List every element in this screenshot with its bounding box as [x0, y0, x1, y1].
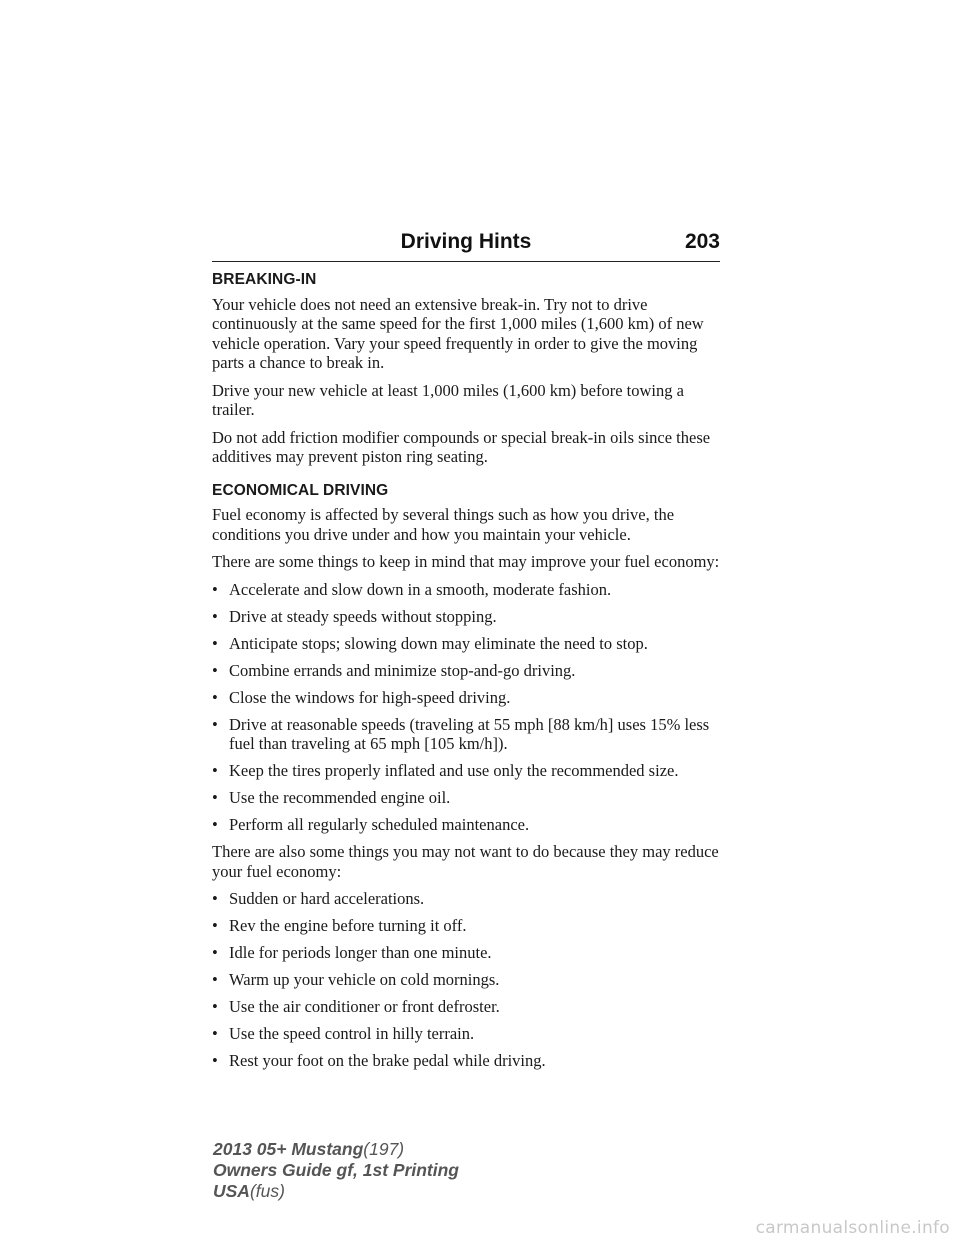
- list-item: [212, 580, 722, 600]
- bullet-icon: •: [212, 714, 218, 734]
- list-item: [212, 607, 722, 627]
- list-item-text: Sudden or hard accelerations.: [229, 889, 425, 908]
- list-item: [212, 715, 722, 754]
- paragraph: Fuel economy is affected by several things such as how you drive, the conditions you drive under and how you maintain your vehicle.: [212, 505, 675, 544]
- list-item-text: Perform all regularly scheduled maintenance.: [229, 815, 530, 834]
- bullet-icon: •: [212, 579, 218, 599]
- bullet-icon: •: [212, 687, 218, 707]
- list-item-text: Anticipate stops; slowing down may eliminate the need to stop.: [229, 633, 648, 653]
- list-item-text: Use the recommended engine oil.: [229, 788, 451, 807]
- list-item-text: Use the speed control in hilly terrain.: [229, 1024, 475, 1043]
- list-item: [212, 1051, 722, 1071]
- list-item-text: Warm up your vehicle on cold mornings.: [229, 970, 500, 989]
- bullet-icon: •: [212, 916, 218, 935]
- footer-line-1: [213, 1139, 459, 1160]
- bullet-icon: •: [212, 815, 218, 834]
- list-item: [212, 661, 722, 681]
- paragraph: Your vehicle does not need an extensive break-in. Try not to drive continuously at the same speed for the first 1,000 miles (1,600 km) of new vehicle operation. Vary your speed frequently in order to give the moving parts a chance to break in.: [212, 294, 704, 372]
- list-item-text: Rest your foot on the brake pedal while driving.: [229, 1051, 546, 1070]
- footer-line-3: [213, 1181, 459, 1202]
- list-item-text: Close the windows for high-speed driving.: [229, 687, 511, 707]
- list-item: [212, 634, 722, 654]
- list-item-text: Rev the engine before turning it off.: [229, 916, 467, 935]
- list-item-text: Use the air conditioner or front defroster.: [229, 997, 500, 1016]
- bullet-icon: •: [212, 1051, 218, 1070]
- page-header: [212, 228, 720, 262]
- bullet-icon: •: [212, 660, 218, 680]
- list-item: [212, 761, 722, 781]
- list-item: [212, 997, 722, 1017]
- footer-region-code: (fus): [249, 1181, 285, 1201]
- footer-region: USA: [213, 1181, 250, 1201]
- list-item-text: Drive at steady speeds without stopping.: [229, 606, 497, 626]
- list-item: [212, 1024, 722, 1044]
- paragraph: There are some things to keep in mind that may improve your fuel economy:: [212, 552, 720, 571]
- list-item-text: Drive at reasonable speeds (traveling at 55 mph [88 km/h] uses 15% less fuel than traveling at 65 mph [105 km/h]).: [229, 714, 710, 753]
- section-heading-breaking-in: BREAKING-IN: [212, 271, 317, 288]
- chapter-title: Driving Hints: [400, 230, 532, 253]
- bullet-icon: •: [212, 997, 218, 1016]
- bullet-icon: •: [212, 633, 218, 653]
- footer-guide: Owners Guide gf, 1st Printing: [213, 1160, 459, 1180]
- paragraph: Drive your new vehicle at least 1,000 miles (1,600 km) before towing a trailer.: [212, 380, 684, 419]
- bullet-icon: •: [212, 970, 218, 989]
- list-item-text: Accelerate and slow down in a smooth, moderate fashion.: [229, 579, 612, 599]
- paragraph: Do not add friction modifier compounds or special break-in oils since these additives may prevent piston ring seating.: [212, 427, 711, 466]
- improve-tips-list: [212, 580, 722, 835]
- list-item-text: Keep the tires properly inflated and use only the recommended size.: [229, 761, 679, 780]
- list-item: [212, 788, 722, 808]
- list-item-text: Idle for periods longer than one minute.: [229, 943, 492, 962]
- footer-code: (197): [363, 1139, 405, 1159]
- section-heading-economical-driving: ECONOMICAL DRIVING: [212, 481, 389, 499]
- print-footer: [213, 1139, 459, 1202]
- watermark: carmanualsonline.info: [755, 1218, 950, 1238]
- list-item: [212, 970, 722, 990]
- list-item: [212, 815, 722, 835]
- bullet-icon: •: [212, 1024, 218, 1043]
- footer-model: 2013 05+ Mustang: [213, 1139, 364, 1159]
- page-content: [212, 270, 722, 1078]
- bullet-icon: •: [212, 943, 218, 962]
- bullet-icon: •: [212, 889, 218, 908]
- list-item: [212, 688, 722, 708]
- list-item: [212, 916, 722, 936]
- page-number: 203: [684, 230, 720, 253]
- reduce-tips-list: [212, 889, 722, 1071]
- list-item-text: Combine errands and minimize stop-and-go driving.: [229, 660, 576, 680]
- footer-line-2: [213, 1160, 459, 1181]
- paragraph: There are also some things you may not want to do because they may reduce your fuel economy:: [212, 842, 719, 881]
- bullet-icon: •: [212, 606, 218, 626]
- list-item: [212, 943, 722, 963]
- bullet-icon: •: [212, 761, 218, 780]
- bullet-icon: •: [212, 788, 218, 807]
- list-item: [212, 889, 722, 909]
